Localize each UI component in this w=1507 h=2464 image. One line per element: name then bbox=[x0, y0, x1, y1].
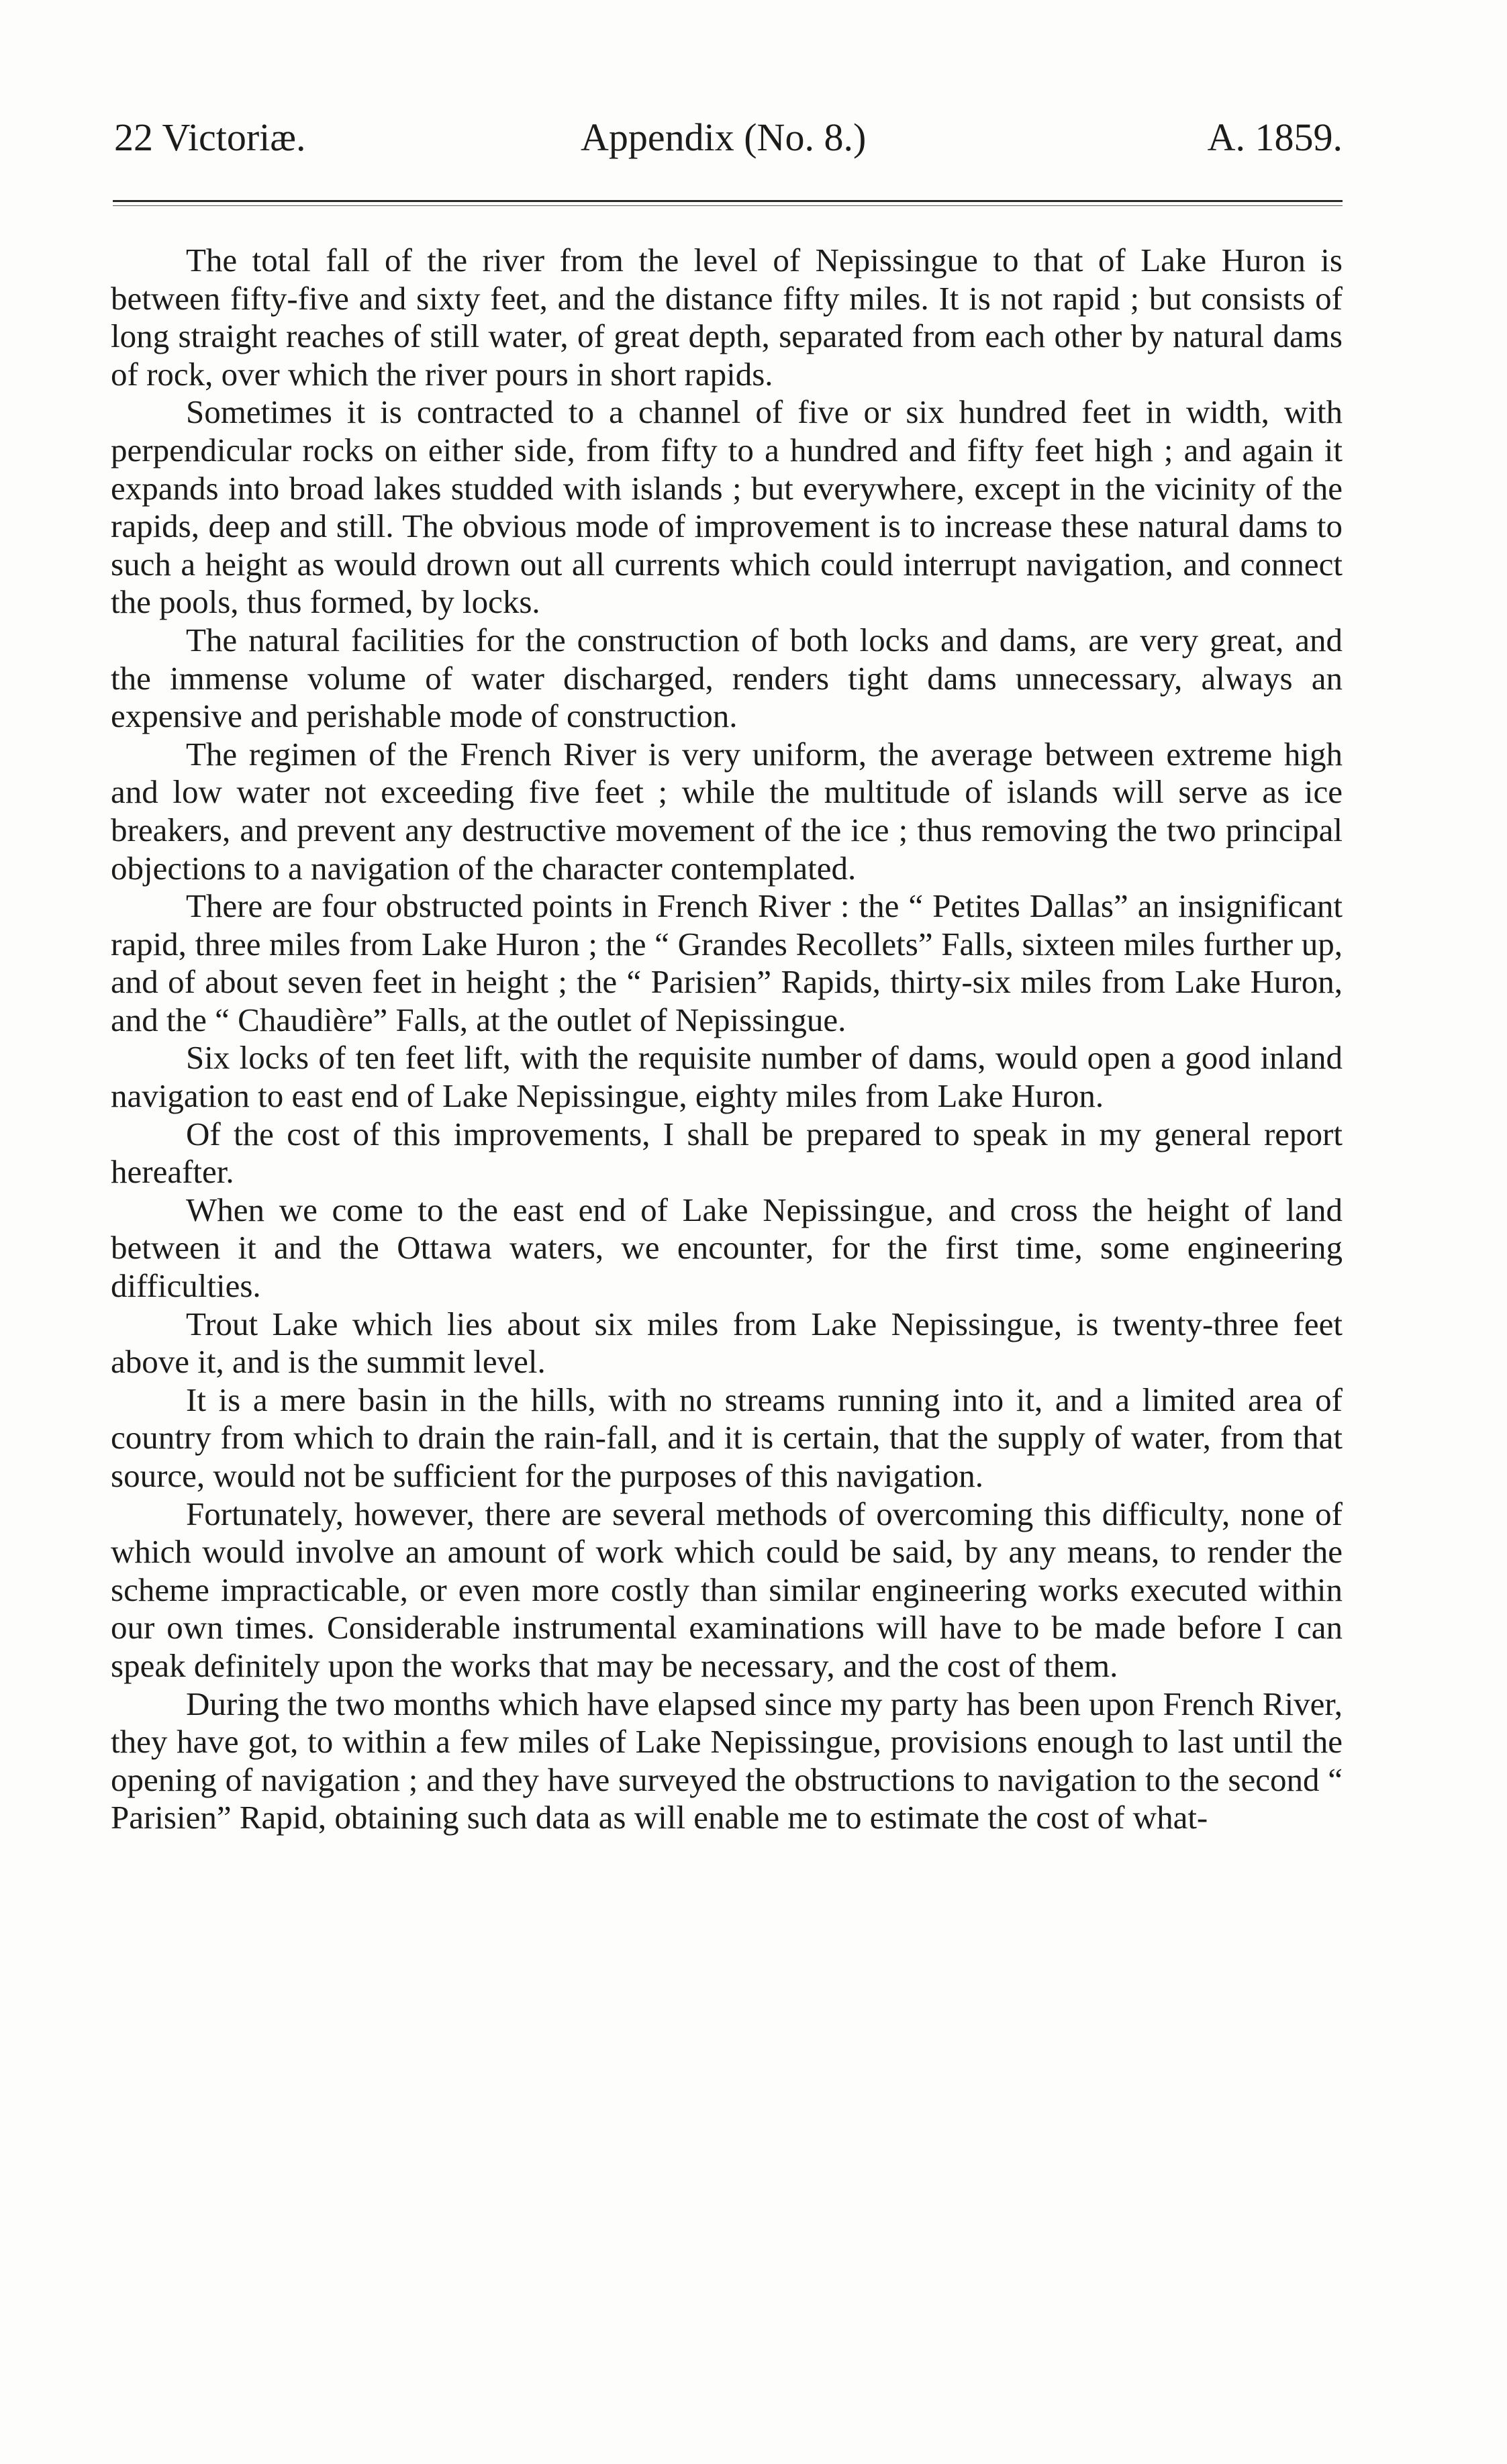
header-appendix: Appendix (No. 8.) bbox=[581, 115, 867, 159]
paragraph: During the two months which have elapsed since my party has been upon French River, they have got, to within a few miles of Lake Nepissingue, provisions enough to last until the opening of navigation ; and they have surveyed the obstructions to navigation to the second “ Parisien” Rapid, obtaining such data as will enable me to estimate the cost of what- bbox=[111, 1685, 1343, 1836]
paragraph: Six locks of ten feet lift, with the requisite number of dams, would open a good inland navigation to east end of Lake Nepissingue, eighty miles from Lake Huron. bbox=[111, 1039, 1343, 1115]
paragraph: Sometimes it is contracted to a channel of five or six hundred feet in width, with perpendicular rocks on either side, from fifty to a hundred and fifty feet high ; and again it expands into broad lakes studded with islands ; but everywhere, except in the vicinity of the rapids, deep and still. The obvious mode of improvement is to increase these natural dams to such a height as would drown out all currents which could interrupt navigation, and connect the pools, thus formed, by locks. bbox=[111, 393, 1343, 621]
paragraph: Of the cost of this improvements, I shall be prepared to speak in my general report hereafter. bbox=[111, 1115, 1343, 1191]
header-rule bbox=[113, 200, 1343, 202]
paragraph: It is a mere basin in the hills, with no streams running into it, and a limited area of country from which to drain the rain-fall, and it is certain, that the supply of water, from that source, would not be sufficient for the purposes of this navigation. bbox=[111, 1381, 1343, 1494]
paragraph: Fortunately, however, there are several methods of overcoming this difficulty, none of which would involve an amount of work which could be said, by any means, to render the scheme impracticable, or even more costly than similar engineering works executed within our own times. Considerable instrumental examinations will have to be made before I can speak definitely upon the works that may be necessary, and the cost of them. bbox=[111, 1495, 1343, 1684]
running-header bbox=[114, 111, 1343, 164]
paragraph: The total fall of the river from the level of Nepissingue to that of Lake Huron is between fifty-five and sixty feet, and the distance fifty miles. It is not rapid ; but consists of long straight reaches of still water, of great depth, separated from each other by natural dams of rock, over which the river pours in short rapids. bbox=[111, 242, 1343, 393]
body-text bbox=[111, 242, 1343, 1837]
paragraph: The regimen of the French River is very uniform, the average between extreme high and low water not exceeding five feet ; while the multitude of islands will serve as ice breakers, and prevent any destructive movement of the ice ; thus removing the two principal objections to a navigation of the character contemplated. bbox=[111, 735, 1343, 887]
header-rule-thin bbox=[113, 205, 1343, 206]
paragraph: The natural facilities for the construction of both locks and dams, are very great, and the immense volume of water discharged, renders tight dams unnecessary, always an expensive and perishable mode of construction. bbox=[111, 621, 1343, 735]
header-session: 22 Victoriæ. bbox=[114, 115, 306, 159]
paragraph: There are four obstructed points in French River : the “ Petites Dallas” an insignificant rapid, three miles from Lake Huron ; the “ Grandes Recollets” Falls, sixteen miles further up, and of about seven feet in height ; the “ Parisien” Rapids, thirty-six miles from Lake Huron, and the “ Chaudière” Falls, at the outlet of Nepissingue. bbox=[111, 887, 1343, 1038]
paragraph: Trout Lake which lies about six miles from Lake Nepissingue, is twenty-three feet above it, and is the summit level. bbox=[111, 1305, 1343, 1381]
paragraph: When we come to the east end of Lake Nepissingue, and cross the height of land between it and the Ottawa waters, we encounter, for the first time, some engineering difficulties. bbox=[111, 1191, 1343, 1305]
header-year: A. 1859. bbox=[1207, 115, 1343, 159]
